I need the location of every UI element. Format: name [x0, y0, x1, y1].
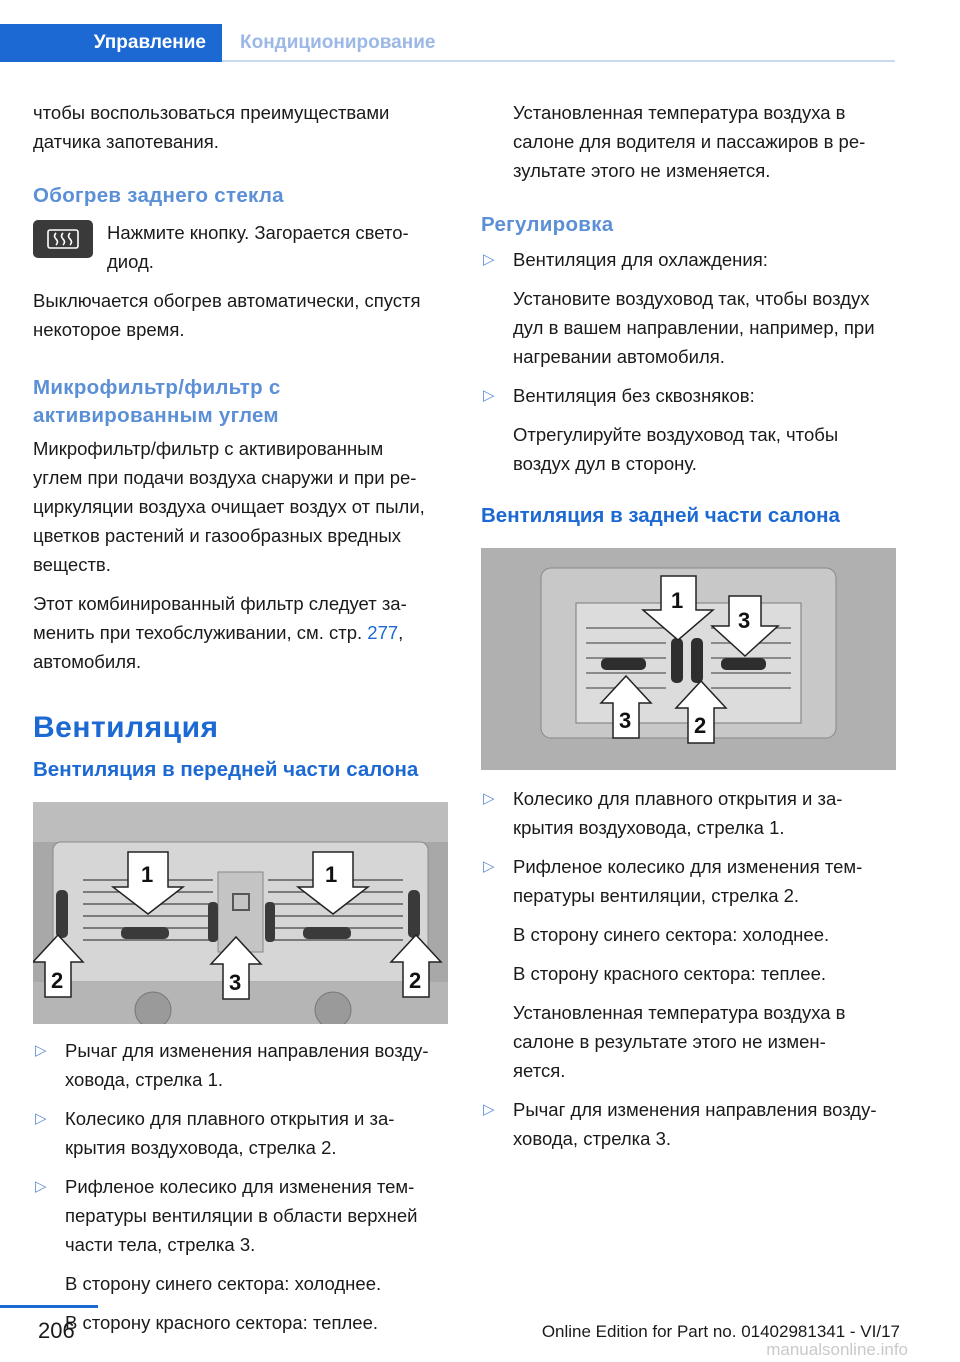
triangle-bullet-icon: ▷	[35, 1042, 47, 1059]
rear-bullets	[481, 784, 901, 1153]
paragraph: Нажмите кнопку. Загорается свето- диод.	[107, 222, 409, 272]
paragraph: Установленная температура воздуха в салоне в результате этого не измен- яется.	[513, 1002, 846, 1081]
callout-label: 3	[738, 608, 751, 633]
paragraph: чтобы воспользоваться преимуществами датчика запотевания.	[33, 102, 390, 152]
paragraph: Установите воздуховод так, чтобы воздух дул в вашем направлении, например, при нагревании автомобиля.	[513, 288, 875, 367]
callout-label: 1	[141, 862, 154, 887]
rear-heating-row	[33, 218, 453, 276]
paragraph: В сторону красного сектора: теплее.	[513, 963, 827, 984]
heading-ventilation: Вентиляция	[33, 711, 219, 744]
paragraph: Выключается обогрев автоматически, спустя некоторое время.	[33, 290, 421, 340]
heading-front-ventilation: Вентиляция в передней части салона	[33, 758, 419, 781]
list-item: ▷ Рычаг для изменения направления возду- ховода, стрелка 1.	[33, 1036, 453, 1094]
list-item: ▷ Вентиляция для охлаждения:	[481, 245, 901, 274]
paragraph: Этот комбинированный фильтр следует за- менить при техобслуживании, см. стр. 277, автомобиля.	[33, 593, 407, 672]
paragraph: Установленная температура воздуха в салоне для водителя и пассажиров в ре- зультате этого не изменяется.	[513, 102, 866, 181]
tab-inactive[interactable]	[240, 24, 435, 62]
front-vents-figure	[33, 802, 448, 1024]
triangle-bullet-icon: ▷	[483, 790, 495, 807]
rear-vents-figure	[481, 548, 896, 770]
list-item: ▷ Рычаг для изменения направления возду- ховода, стрелка 3.	[481, 1095, 901, 1153]
edition-note: Online Edition for Part no. 01402981341 - VI/17	[541, 1322, 900, 1341]
list-item: ▷ Вентиляция без сквозняков:	[481, 381, 901, 410]
triangle-bullet-icon: ▷	[483, 858, 495, 875]
callout-label: 3	[619, 708, 632, 733]
tab-active[interactable]	[0, 24, 222, 62]
tab-active-label: Управление	[93, 32, 206, 53]
watermark: manualsonline.info	[766, 1340, 908, 1359]
rear-defrost-button-icon	[33, 220, 93, 258]
list-item: ▷ Рифленое колесико для изменения тем- пературы вентиляции в области верхней части тела, стрелка 3.	[33, 1172, 453, 1259]
tab-inactive-label: Кондиционирование	[240, 32, 436, 53]
callout-label: 2	[51, 968, 64, 993]
footer-rule	[0, 1305, 98, 1308]
paragraph: В сторону синего сектора: холоднее.	[65, 1273, 382, 1294]
page-link[interactable]: 277	[367, 622, 399, 643]
header-tabs	[0, 24, 895, 62]
heading-rear-window-heating: Обогрев заднего стекла	[33, 184, 284, 207]
paragraph: Отрегулируйте воздуховод так, чтобы воздух дул в сторону.	[513, 424, 839, 474]
callout-label: 2	[694, 713, 707, 738]
triangle-bullet-icon: ▷	[483, 251, 495, 268]
callout-label: 1	[671, 588, 684, 613]
heading-microfilter: Микрофильтр/фильтр с активированным углем	[33, 376, 281, 427]
heading-adjustment: Регулировка	[481, 213, 614, 236]
left-column	[33, 98, 453, 1337]
list-item: ▷ Колесико для плавного открытия и за- крытия воздуховода, стрелка 2.	[33, 1104, 453, 1162]
list-item: ▷ Рифленое колесико для изменения тем- пературы вентиляции, стрелка 2.	[481, 852, 901, 910]
list-item: ▷ Колесико для плавного открытия и за- крытия воздуховода, стрелка 1.	[481, 784, 901, 842]
heading-rear-ventilation: Вентиляция в задней части салона	[481, 504, 840, 527]
callout-label: 1	[325, 862, 338, 887]
triangle-bullet-icon: ▷	[35, 1110, 47, 1127]
triangle-bullet-icon: ▷	[35, 1178, 47, 1195]
front-bullets	[33, 1036, 453, 1337]
paragraph: Микрофильтр/фильтр с активированным углем при подачи воздуха снаружи и при ре- циркуляции воздуха очищает воздух от пыли, цветков растений и газообразных вредных веществ.	[33, 438, 425, 575]
page-number: 206	[38, 1318, 75, 1343]
paragraph: В сторону синего сектора: холоднее.	[513, 924, 830, 945]
callout-label: 2	[409, 968, 422, 993]
callout-label: 3	[229, 970, 242, 995]
triangle-bullet-icon: ▷	[483, 1101, 495, 1118]
header-rule	[222, 60, 895, 62]
right-column	[481, 98, 901, 1153]
triangle-bullet-icon: ▷	[483, 387, 495, 404]
paragraph: В сторону красного сектора: теплее.	[65, 1312, 379, 1333]
